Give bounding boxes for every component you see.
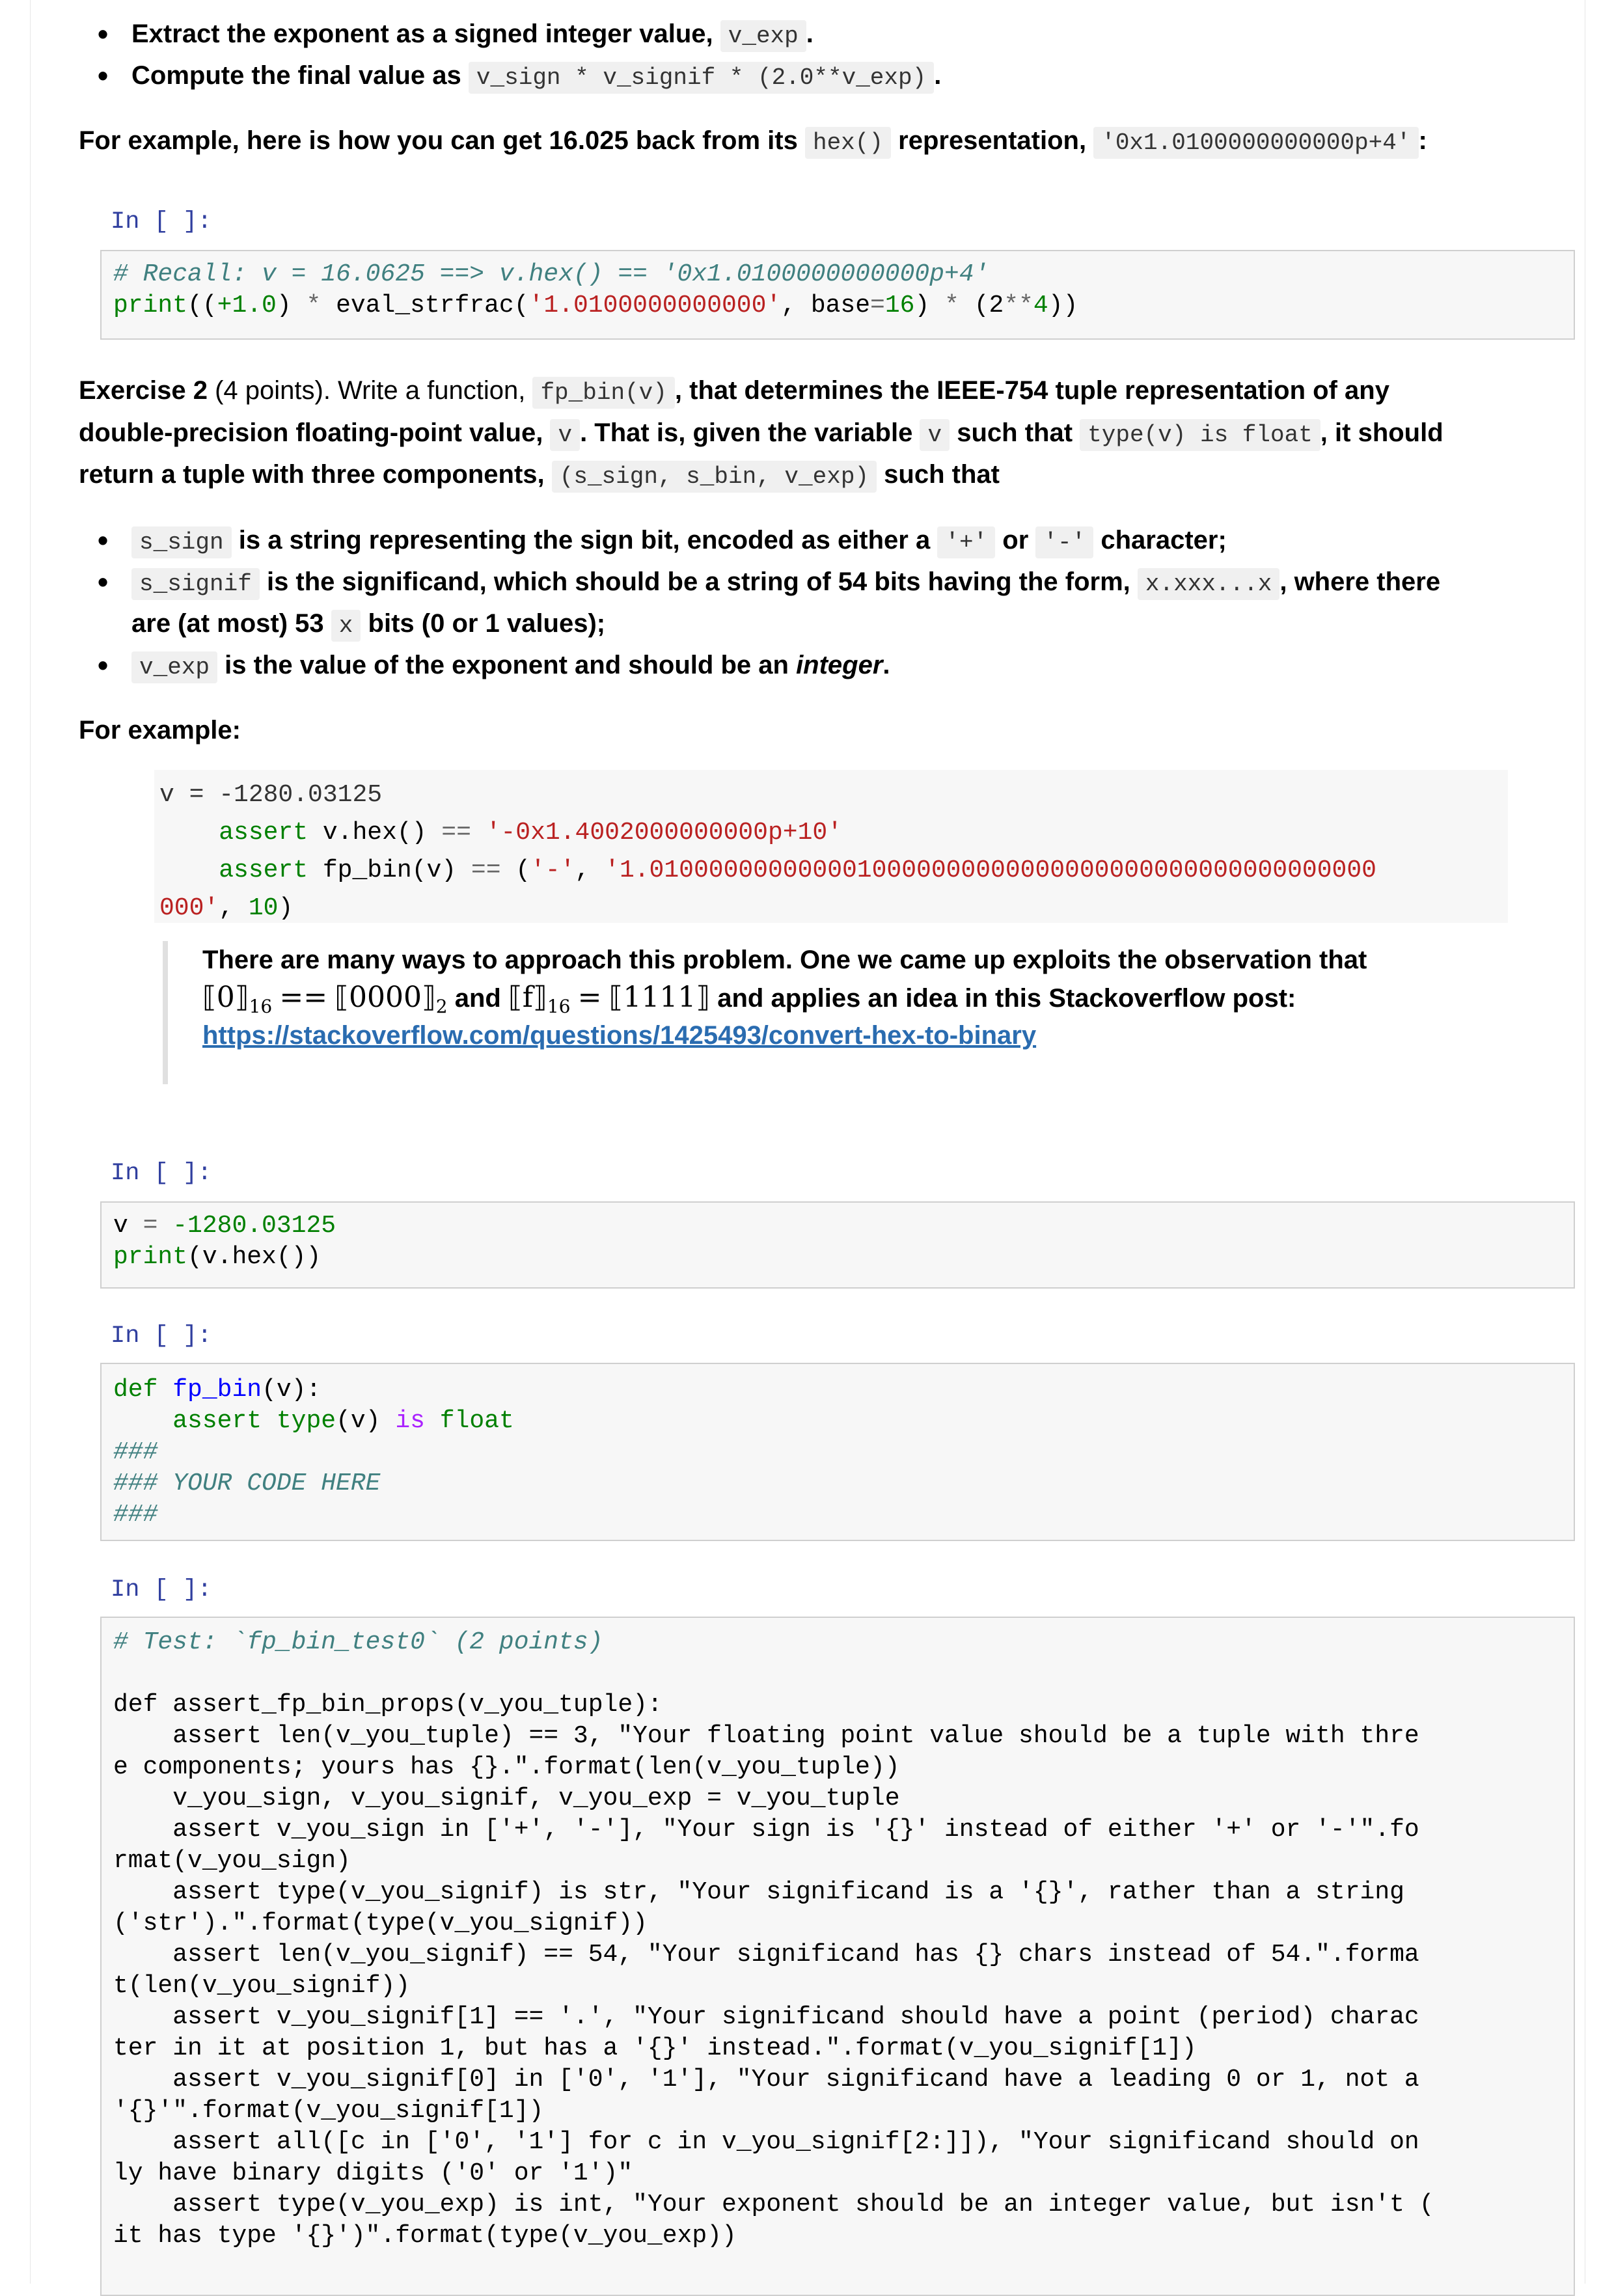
hint-blockquote: There are many ways to approach this problem. One we came up exploits the observation that $⟦0⟧_{16}$ == $⟦0000⟧_2$ and $⟦f⟧_{16}$ = ⟦1111⟧ and applies an idea in this Stackoverflow post: https://stackoverflow.com/questions/1425493/convert-hex-to-binary (163, 941, 1574, 1084)
exercise-line-1: Exercise 2 (4 points). Write a function, fp_bin(v) , that determines the IEEE-754 tuple representation of any (79, 370, 1389, 414)
input-prompt: In [ ]: (111, 1160, 212, 1187)
code-line: def assert_fp_bin_props(v_you_tuple): (113, 1691, 663, 1719)
inline-code: '+' (937, 526, 995, 558)
code-line: assert all([c in ['0', '1'] for c in v_you_signif[2:]]), "Your significand should on (113, 2128, 1419, 2156)
code-line: assert len(v_you_tuple) == 3, "Your floating point value should be a tuple with thre (113, 1722, 1419, 1750)
exercise-line-3: return a tuple with three components, (s_sign, s_bin, v_exp) such that (79, 454, 1000, 498)
input-prompt: In [ ]: (111, 208, 212, 236)
code-line: ter in it at position 1, but has a '{}' instead.".format(v_you_signif[1]) (113, 2034, 1197, 2062)
example-assert-hex: assert v.hex() == '-0x1.4002000000000p+10' (159, 819, 842, 847)
code-line: assert type(v_you_signif) is str, "Your significand is a '{}', rather than a string (113, 1878, 1404, 1906)
code-cell-test[interactable] (100, 1617, 1575, 2296)
example-code-block: v = -1280.03125 assert v.hex() == '-0x1.4002000000000p+10' assert fp_bin(v) == ('-', '1.0100000000000010000000000000000000000000000000000 000', 10) (154, 770, 1508, 923)
inline-code: v_sign * v_signif * (2.0**v_exp) (469, 62, 934, 94)
code-line: print(v.hex()) (113, 1243, 321, 1271)
bullet-v-exp: • v_exp is the value of the exponent and should be an integer. (131, 644, 890, 689)
input-prompt: In [ ]: (111, 1576, 212, 1604)
code-line: it has type '{}')".format(type(v_you_exp)) (113, 2222, 737, 2250)
example-assert-fp-bin: assert fp_bin(v) == ('-', '1.0100000000000010000000000000000000000000000000000 (159, 856, 1376, 884)
code-cell-fp-bin[interactable]: def fp_bin(v): assert type(v) is float ### ### YOUR CODE HERE ### (100, 1363, 1575, 1541)
bullet-s-signif-cont: are (at most) 53 x bits (0 or 1 values); (131, 603, 605, 647)
inline-code: s_sign (131, 526, 232, 558)
code-line: assert v_you_signif[0] in ['0', '1'], "Your significand have a leading 0 or 1, not a (113, 2066, 1419, 2094)
notebook-page (30, 0, 1585, 2284)
code-line: assert type(v_you_exp) is int, "Your exponent should be an integer value, but isn't ( (113, 2191, 1434, 2219)
inline-code: '0x1.0100000000000p+4' (1093, 127, 1418, 159)
code-line: rmat(v_you_sign) (113, 1847, 351, 1875)
inline-code: s_signif (131, 568, 260, 600)
inline-code: (s_sign, s_bin, v_exp) (552, 461, 877, 493)
code-line: e components; yours has {}.".format(len(v_you_tuple)) (113, 1753, 900, 1781)
code-comment: # Recall: v = 16.0625 ==> v.hex() == '0x1.0100000000000p+4' (113, 260, 989, 288)
code-line: assert v_you_signif[1] == '.', "Your significand should have a point (period) charac (113, 2003, 1419, 2031)
bullet-s-signif: • s_signif is the significand, which should be a string of 54 bits having the form, x.xxx...x , where there (131, 561, 1440, 605)
input-prompt: In [ ]: (111, 1322, 212, 1350)
example-intro: For example, here is how you can get 16.025 back from its hex() representation, '0x1.0100000000000p+4' : (79, 120, 1427, 164)
inline-code: v_exp (720, 20, 806, 52)
code-line: v = -1280.03125 (113, 1212, 336, 1240)
code-line: ('str').".format(type(v_you_signif)) (113, 1909, 648, 1937)
inline-code: hex() (805, 127, 891, 159)
bullet-s-sign: • s_sign is a string representing the sign bit, encoded as either a '+' or '-' character; (131, 519, 1227, 564)
inline-code: v (550, 419, 580, 451)
code-cell-recall[interactable]: # Recall: v = 16.0625 ==> v.hex() == '0x1.0100000000000p+4' print((+1.0) * eval_strfrac('1.0100000000000', base=16) * (2**4)) (100, 250, 1575, 340)
inline-code: v_exp (131, 651, 217, 683)
inline-code: v (920, 419, 950, 451)
code-line: t(len(v_you_signif)) (113, 1972, 411, 2000)
inline-code: type(v) is float (1080, 419, 1320, 451)
for-example-label: For example: (79, 716, 241, 745)
bullet-compute-final-value: • Compute the final value as v_sign * v_signif * (2.0**v_exp) . (131, 55, 941, 99)
code-line: assert len(v_you_signif) == 54, "Your significand has {} chars instead of 54.".forma (113, 1941, 1419, 1969)
inline-code: fp_bin(v) (532, 377, 674, 409)
inline-code: x.xxx...x (1138, 568, 1279, 600)
code-line: assert v_you_sign in ['+', '-'], "Your sign is '{}' instead of either '+' or '-'".fo (113, 1816, 1419, 1844)
bullet-extract-exponent: • Extract the exponent as a signed integer value, v_exp . (131, 13, 814, 57)
code-line: ly have binary digits ('0' or '1')" (113, 2159, 633, 2187)
hint-math-line: $⟦0⟧_{16}$ == $⟦0000⟧_2$ and $⟦f⟧_{16}$ = ⟦1111⟧ and applies an idea in this Stackoverflow post: (202, 981, 1296, 1017)
code-line: v_you_sign, v_you_signif, v_you_exp = v_you_tuple (113, 1784, 900, 1812)
exercise-line-2: double-precision floating-point value, v . That is, given the variable v such that type(v) is float , it should (79, 412, 1443, 456)
stackoverflow-link[interactable]: https://stackoverflow.com/questions/1425493/convert-hex-to-binary (202, 1021, 1037, 1050)
inline-code: '-' (1035, 526, 1093, 558)
inline-code: x (331, 610, 361, 642)
code-line: '{}'".format(v_you_signif[1]) (113, 2097, 544, 2125)
code-line: # Test: `fp_bin_test0` (2 points) (113, 1628, 603, 1656)
code-cell-print-hex[interactable] (100, 1201, 1575, 1289)
